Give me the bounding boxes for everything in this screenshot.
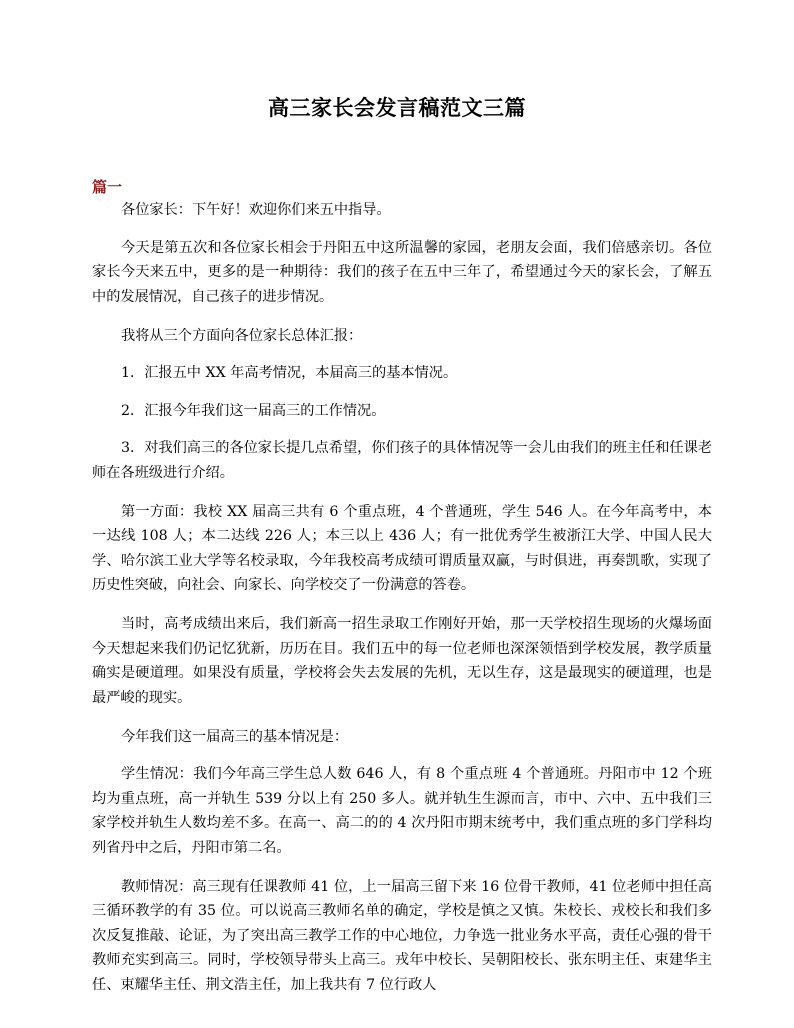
paragraph-first-aspect: 第一方面：我校 XX 届高三共有 6 个重点班，4 个普通班，学生 546 人。在今年高考中，本一达线 108 人；本二达线 226 人；本三以上 436 人；有一批优秀学生被浙江大学、中国人民大学、哈尔滨工业大学等名校录取，今年我校高考成绩可谓质量双赢，与时俱进，再奏凯歌，实现了历史性突破，向社会、向家长、向学校交了一份满意的答卷。 [92, 503, 712, 593]
section-heading: 篇一 [92, 178, 123, 196]
paragraph-basic-situation: 今年我们这一届高三的基本情况是： [121, 728, 349, 745]
document-title: 高三家长会发言稿范文三篇 [268, 95, 526, 120]
paragraph-item-3: 3．对我们高三的各位家长提几点希望，你们孩子的具体情况等一会儿由我们的班主任和任课老师在各班级进行介绍。 [92, 440, 712, 481]
paragraph-teachers: 教师情况：高三现有任课教师 41 位，上一届高三留下来 16 位骨干教师，41 位老师中担任高三循环教学的有 35 位。可以说高三教师名单的确定，学校是慎之又慎。朱校长、戎校长和我们多次反复推敲、论证，为了突出高三教学工作的中心地位，力争选一批业务水平高，责任心强的骨干教师充实到高三。同时，学校领导带头上高三。戎年中校长、吴朝阳校长、张东明主任、束建华主任、束耀华主任、荆文浩主任，加上我共有 7 位行政人 [92, 878, 712, 993]
paragraph-item-2: 2．汇报今年我们这一届高三的工作情况。 [121, 402, 386, 419]
paragraph-intro: 今天是第五次和各位家长相会于丹阳五中这所温馨的家园，老朋友会面，我们倍感亲切。各位家长今天来五中，更多的是一种期待：我们的孩子在五中三年了，希望通过今天的家长会，了解五中的发展情况，自己孩子的进步情况。 [92, 239, 712, 305]
paragraph-item-1: 1．汇报五中 XX 年高考情况，本届高三的基本情况。 [121, 365, 458, 381]
paragraph-admission: 当时，高考成绩出来后，我们新高一招生录取工作刚好开始，那一天学校招生现场的火爆场面今天想起来我们仍记忆犹新，历历在目。我们五中的每一位老师也深深领悟到学校发展，教学质量确实是硬道理。如果没有质量，学校将会失去发展的先机，无以生存，这是最现实的硬道理，也是最严峻的现实。 [92, 616, 712, 706]
document-body [92, 198, 712, 1012]
paragraph-outline: 我将从三个方面向各位家长总体汇报： [121, 327, 363, 344]
paragraph-greeting: 各位家长：下午好！欢迎你们来五中指导。 [121, 202, 391, 218]
paragraph-students: 学生情况：我们今年高三学生总人数 646 人，有 8 个重点班 4 个普通班。丹阳市中 12 个班均为重点班，高一并轨生 539 分以上有 250 多人。就并轨生生源而言，市中、六中、五中我们三家学校并轨生人数均差不多。在高一、高二的的 4 次丹阳市期末统考中，我们重点班的多门学科均列省丹中之后，丹阳市第二名。 [92, 766, 712, 856]
